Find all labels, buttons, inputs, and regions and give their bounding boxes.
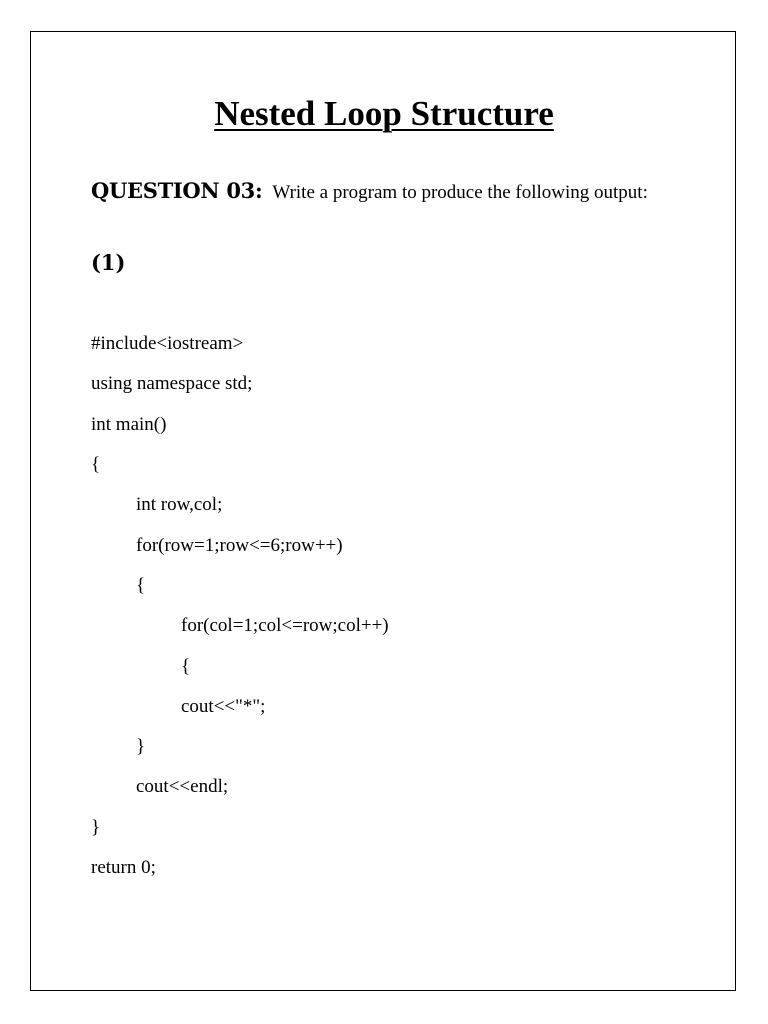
code-line: { [136, 575, 146, 596]
code-line: int row,col; [136, 494, 223, 515]
code-line: { [181, 656, 191, 677]
code-line: cout<<endl; [136, 776, 229, 797]
question-text: Write a program to produce the following output: [272, 182, 648, 203]
code-line: } [91, 817, 101, 838]
code-line: using namespace std; [91, 373, 253, 394]
question-label: QUESTION 03: [91, 178, 263, 203]
code-line: cout<<"*"; [181, 696, 266, 717]
part-number: (1) [91, 250, 126, 275]
code-line: return 0; [91, 857, 156, 878]
code-line: } [136, 736, 146, 757]
code-line: for(row=1;row<=6;row++) [136, 535, 343, 556]
code-line: { [91, 454, 101, 475]
code-line: int main() [91, 414, 167, 435]
code-line: for(col=1;col<=row;col++) [181, 615, 389, 636]
code-line: #include<iostream> [91, 333, 244, 354]
page-title: Nested Loop Structure [214, 94, 554, 133]
question-heading [91, 178, 648, 204]
